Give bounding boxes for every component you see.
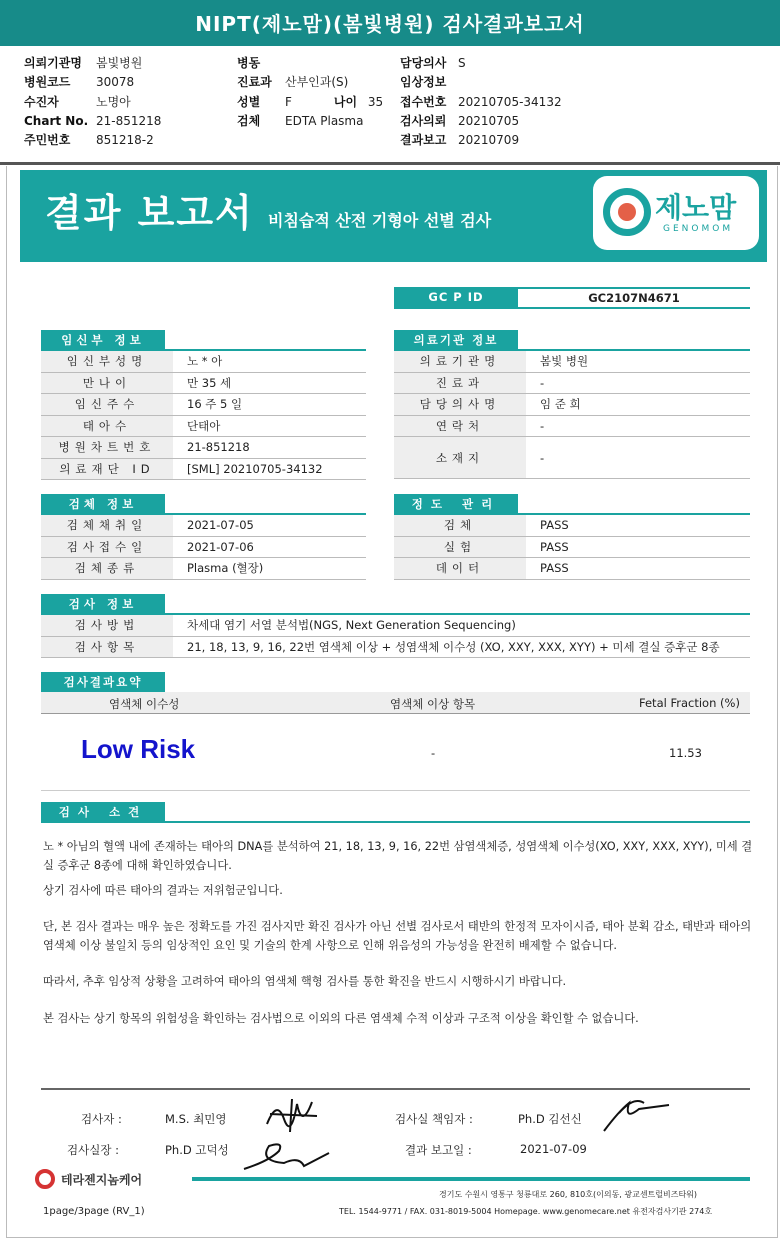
opinion-p3: 단, 본 검사 결과는 매우 높은 정확도를 가진 검사지만 확진 검사가 아닌 선별 검사로서 태반의 한정적 모자이시즘, 태아 분획 감소, 태반과 태아의 염색체 이상 불일치 등의 임상적인 요인 및 기술의 한계 사항으로 인해 위음성의 가능성을 완전히 배제할 수 없습니다. (43, 920, 752, 952)
table-row (394, 351, 750, 373)
meta-value: 산부인과(S) (285, 75, 349, 90)
table-row (41, 416, 366, 438)
row-value: 노 * 아 (187, 354, 223, 369)
meta-row (400, 131, 562, 150)
risk-result: Low Risk (81, 734, 196, 764)
terragen-logo (35, 1168, 175, 1190)
row-label: 실험 (394, 537, 526, 558)
meta-row (24, 73, 161, 92)
footer-address: 경기도 수원시 영통구 청룡대로 260, 810호(이의동, 광교센트럴비즈타워) (439, 1190, 698, 1199)
meta-row (400, 112, 562, 131)
row-label: 담당의사명 (394, 394, 526, 415)
meta-age-key: 나이 (333, 94, 358, 109)
logo-kor: 제노맘 (655, 191, 737, 224)
meta-key: 병원코드 (24, 75, 71, 90)
row-value: 21-851218 (187, 440, 250, 455)
meta-key: 의뢰기관명 (24, 56, 82, 70)
opinion-p2: 상기 검사에 따른 태아의 결과는 저위험군입니다. (43, 884, 283, 897)
meta-row (237, 112, 383, 131)
patient-header: 임신부 정보 (41, 330, 165, 350)
row-value: 봄빛 병원 (540, 354, 589, 369)
test-header: 검사 정보 (41, 594, 165, 614)
row-value: - (540, 375, 545, 390)
table-row (394, 416, 750, 438)
table-row (41, 351, 366, 373)
specimen-table (41, 515, 366, 580)
meta-row (24, 112, 161, 131)
footer-company: 테라젠지놈케어 (61, 1173, 143, 1187)
meta-key: 담당의사 (400, 56, 447, 70)
divider (0, 162, 780, 165)
row-value: [SML] 20210705-34132 (187, 461, 323, 476)
chief-signature-icon (599, 1091, 679, 1136)
meta-key: 주민번호 (24, 133, 71, 148)
summary-col1: 염색체 이수성 (109, 697, 180, 711)
table-row (41, 515, 366, 537)
opinion-p5: 본 검사는 상기 항목의 위험성을 확인하는 검사법으로 이외의 다른 염색체 수적 이상과 구조적 이상을 확인할 수 없습니다. (43, 1012, 639, 1025)
table-row (394, 437, 750, 479)
row-value: 16 주 5 일 (187, 397, 243, 412)
terragen-logo-icon (35, 1169, 55, 1189)
table-row (41, 459, 366, 481)
table-row (41, 615, 750, 637)
director-label: 검사실장 : (67, 1143, 119, 1157)
row-label: 검체채취일 (41, 515, 173, 536)
row-label: 검사항목 (41, 637, 173, 658)
row-label: 만나이 (41, 373, 173, 394)
meta-col2 (237, 54, 383, 131)
meta-key: 수진자 (24, 94, 59, 109)
fetal-fraction-value: 11.53 (669, 746, 702, 760)
gcpid-label: GC P ID (394, 287, 518, 307)
opinion-p4: 따라서, 추후 임상적 상황을 고려하여 태아의 염색체 핵형 검사를 통한 확진을 반드시 시행하시기 바랍니다. (43, 975, 567, 988)
row-value: - (540, 418, 545, 433)
report-page (6, 166, 778, 1238)
logo-mark-icon (603, 188, 651, 236)
meta-row (400, 93, 562, 112)
tester-signature-icon (262, 1094, 322, 1134)
gcpid-value: GC2107N4671 (588, 291, 680, 305)
table-row (41, 437, 366, 459)
institution-header: 의료기관 정보 (394, 330, 518, 350)
page-number: 1page/3page (RV_1) (43, 1206, 145, 1217)
row-label: 연락처 (394, 416, 526, 437)
row-value: PASS (540, 561, 569, 576)
meta-col1 (24, 54, 161, 150)
qc-header: 정도 관리 (394, 494, 518, 514)
table-row (41, 558, 366, 580)
meta-key: 병동 (237, 56, 261, 70)
summary-header: 검사결과요약 (41, 672, 165, 692)
meta-value: 21-851218 (96, 113, 162, 128)
summary-col2: 염색체 이상 항목 (390, 697, 476, 711)
director-name: Ph.D 고덕성 (165, 1143, 229, 1157)
meta-value: 30078 (96, 75, 135, 90)
meta-value: 봄빛병원 (96, 56, 143, 70)
table-row (394, 515, 750, 537)
row-value: PASS (540, 539, 569, 554)
meta-key: 진료과 (237, 75, 272, 90)
meta-key: 결과보고 (400, 133, 447, 148)
tester-name: M.S. 최민영 (165, 1112, 227, 1126)
opinion-p1: 노 * 아님의 혈액 내에 존재하는 태아의 DNA를 분석하여 21, 18, 13, 9, 16, 22번 삼염색체증, 성염색체 이수성(XO, XXY, XXX, XYY), 미세 결실 증후군 8종에 대해 확인하였습니다. (43, 840, 753, 872)
row-value: 단태아 (187, 418, 221, 433)
meta-key: 접수번호 (400, 94, 447, 109)
chief-name: Ph.D 김선신 (518, 1112, 582, 1126)
table-row (41, 637, 750, 659)
summary-col3: Fetal Fraction (%) (639, 696, 740, 710)
chief-label: 검사실 책임자 : (395, 1112, 473, 1126)
row-value: 2021-07-05 (187, 518, 254, 533)
meta-value: EDTA Plasma (285, 113, 364, 128)
summary-header-row (41, 692, 750, 714)
meta-row (237, 93, 383, 112)
banner-subtitle: 비침습적 산전 기형아 선별 검사 (268, 211, 492, 230)
table-row (394, 373, 750, 395)
meta-key: 검사의뢰 (400, 113, 447, 128)
institution-table (394, 351, 750, 479)
meta-row (24, 93, 161, 112)
row-label: 병원차트번호 (41, 437, 173, 458)
opinion-header: 검사 소견 (41, 802, 165, 822)
meta-value: 노명아 (96, 94, 131, 109)
table-row (41, 537, 366, 559)
report-date-label: 결과 보고일 : (405, 1143, 472, 1157)
row-label: 임신부성명 (41, 351, 173, 372)
logo-eng: GENOMOM (663, 224, 734, 234)
tester-label: 검사자 : (81, 1112, 122, 1126)
qc-table (394, 515, 750, 580)
table-row (394, 394, 750, 416)
footer-contact: TEL. 1544-9771 / FAX. 031-8019-5004 Homepage. www.genomecare.net 유전자검사기관 274호 (339, 1207, 713, 1216)
report-banner (20, 170, 767, 262)
table-row (394, 558, 750, 580)
table-row (41, 373, 366, 395)
meta-value: 851218-2 (96, 133, 154, 148)
director-signature-icon (239, 1131, 334, 1176)
meta-row (24, 54, 161, 73)
meta-row (400, 54, 562, 73)
row-value: PASS (540, 518, 569, 533)
row-value: Plasma (혈장) (187, 561, 264, 576)
row-value: - (540, 450, 545, 465)
meta-value: 20210709 (458, 133, 520, 148)
row-value: 차세대 염기 서열 분석법(NGS, Next Generation Sequencing) (187, 618, 516, 633)
meta-value: 20210705-34132 (458, 94, 562, 109)
banner-title: 결과 보고서 (45, 191, 254, 235)
row-value: 2021-07-06 (187, 539, 254, 554)
row-label: 진료과 (394, 373, 526, 394)
row-label: 의료재단 ID (41, 459, 173, 480)
meta-key: 성별 (237, 94, 261, 109)
meta-key: 검체 (237, 113, 261, 128)
meta-key: Chart No. (24, 113, 89, 128)
meta-value: F (285, 94, 292, 109)
specimen-header: 검체 정보 (41, 494, 165, 514)
patient-table (41, 351, 366, 480)
row-label: 검사방법 (41, 615, 173, 636)
meta-row (237, 54, 383, 73)
row-label: 임신주수 (41, 394, 173, 415)
row-value: 만 35 세 (187, 375, 232, 390)
meta-value: S (458, 56, 466, 70)
table-row (41, 394, 366, 416)
row-label: 의료기관명 (394, 351, 526, 372)
abnormal-value: - (431, 746, 436, 760)
genomom-logo (593, 176, 759, 250)
meta-row (24, 131, 161, 150)
row-label: 데이터 (394, 558, 526, 579)
row-label: 소재지 (394, 437, 526, 478)
row-label: 검체 (394, 515, 526, 536)
report-header-title: NIPT(제노맘)(봄빛병원) 검사결과보고서 (0, 0, 780, 46)
meta-col3 (400, 54, 562, 150)
table-row (394, 537, 750, 559)
row-label: 검체종류 (41, 558, 173, 579)
row-label: 검사접수일 (41, 537, 173, 558)
meta-key: 임상정보 (400, 75, 447, 90)
row-label: 태아수 (41, 416, 173, 437)
test-table (41, 615, 750, 658)
row-value: 임 준 희 (540, 397, 581, 412)
row-value: 21, 18, 13, 9, 16, 22번 염색체 이상 + 성염색체 이수성 (XO, XXY, XXX, XYY) + 미세 결실 증후군 8종 (187, 639, 720, 654)
meta-value: 20210705 (458, 113, 520, 128)
meta-row (400, 73, 562, 92)
meta-row (237, 73, 383, 92)
meta-age-value: 35 (367, 94, 384, 109)
report-date: 2021-07-09 (520, 1142, 587, 1156)
